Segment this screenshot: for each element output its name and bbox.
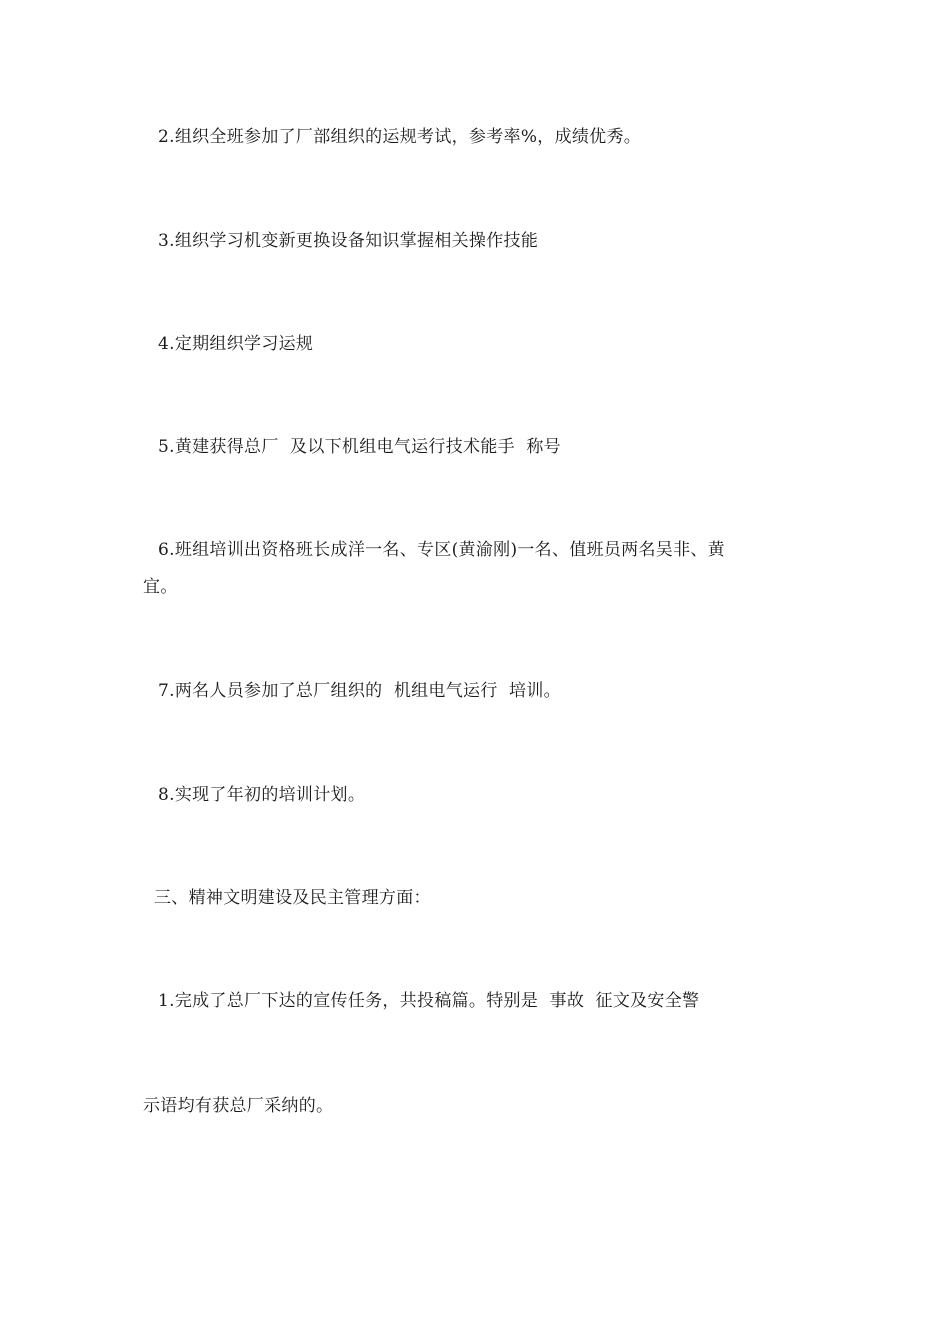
- paragraph-item-5: 5.黄建获得总厂 及以下机组电气运行技术能手 称号: [158, 437, 561, 457]
- paragraph-item-6-continuation: 宜。: [143, 577, 178, 597]
- paragraph-item-2: 2.组织全班参加了厂部组织的运规考试，参考率%，成绩优秀。: [158, 127, 642, 147]
- paragraph-item-4: 4.定期组织学习运规: [158, 334, 314, 354]
- paragraph-item-1: 1.完成了总厂下达的宣传任务，共投稿篇。特别是 事故 征文及安全警: [158, 991, 700, 1011]
- paragraph-item-7: 7.两名人员参加了总厂组织的 机组电气运行 培训。: [158, 681, 561, 701]
- paragraph-item-8: 8.实现了年初的培训计划。: [158, 785, 366, 805]
- paragraph-item-1-continuation: 示语均有获总厂采纳的。: [143, 1096, 334, 1116]
- paragraph-item-6: 6.班组培训出资格班长成洋一名、专区(黄渝刚)一名、值班员两名吴非、黄: [158, 540, 725, 560]
- paragraph-item-3: 3.组织学习机变新更换设备知识掌握相关操作技能: [158, 231, 539, 251]
- section-heading-3: 三、精神文明建设及民主管理方面：: [154, 888, 431, 908]
